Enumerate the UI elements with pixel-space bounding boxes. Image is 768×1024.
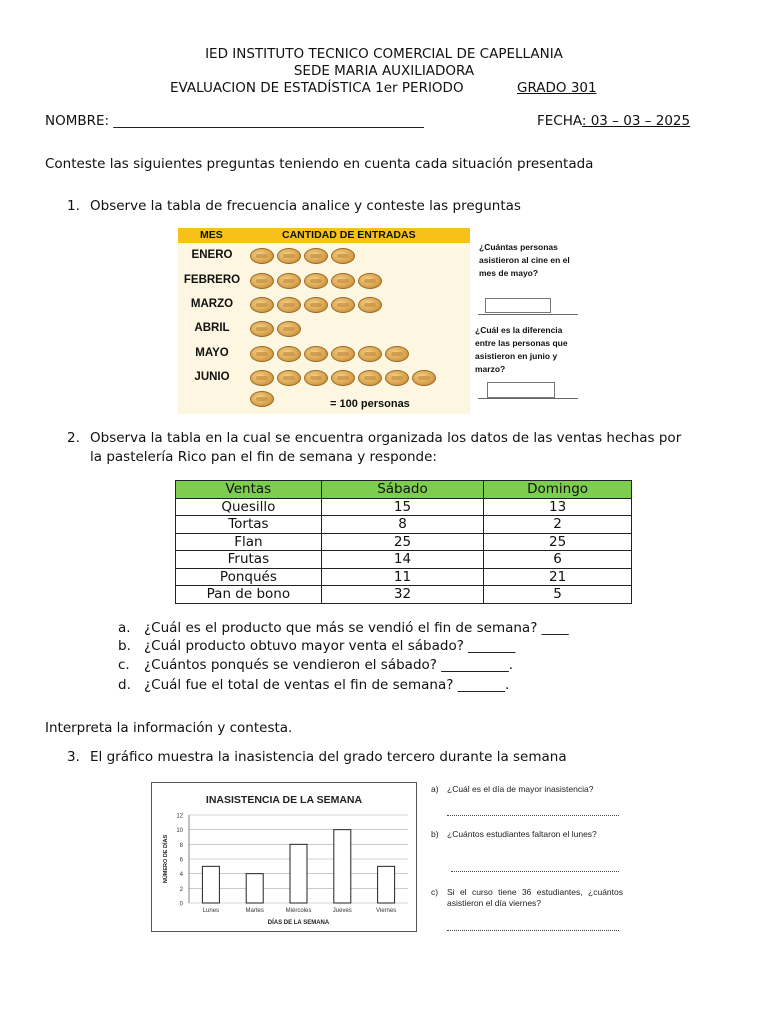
chart-question-c: Si el curso tiene 36 estudiantes, ¿cuántos asistieron el día viernes? bbox=[447, 887, 623, 908]
answer-line-diff bbox=[478, 398, 578, 399]
ticket-icon bbox=[331, 297, 355, 313]
table-cell: Quesillo bbox=[176, 498, 322, 516]
table-cell: 6 bbox=[484, 551, 632, 569]
x-axis-label: DÍAS DE LA SEMANA bbox=[267, 920, 330, 926]
pictograph-month: FEBRERO bbox=[183, 274, 241, 286]
subquestion-text: ¿Cuántos ponqués se vendieron el sábado? __________. bbox=[144, 657, 514, 673]
table-cell: 13 bbox=[484, 498, 632, 516]
ticket-icon bbox=[304, 297, 328, 313]
table-cell: 5 bbox=[484, 586, 632, 604]
table-cell: 32 bbox=[321, 586, 483, 604]
ticket-icon bbox=[250, 391, 274, 407]
x-tick-label: Martes bbox=[245, 908, 264, 914]
chart-question-b-mark: b) bbox=[431, 829, 439, 839]
bar bbox=[378, 866, 395, 903]
table-row bbox=[176, 551, 632, 569]
ticket-icon bbox=[412, 370, 436, 386]
ticket-icon bbox=[358, 297, 382, 313]
y-tick-label: 4 bbox=[179, 872, 183, 879]
ticket-icon bbox=[250, 370, 274, 386]
answer-box-diff[interactable] bbox=[487, 382, 555, 398]
side-question-diff: ¿Cuál es la diferencia entre las personas que asistieron en junio y marzo? bbox=[475, 325, 568, 374]
table-row bbox=[176, 586, 632, 604]
ticket-icon bbox=[250, 321, 274, 337]
subquestion-text: ¿Cuál producto obtuvo mayor venta el sábado? _______ bbox=[144, 638, 516, 654]
subquestion-mark: c. bbox=[118, 657, 130, 673]
table-cell: Ponqués bbox=[176, 568, 322, 586]
instructions: Conteste las siguientes preguntas teniendo en cuenta cada situación presentada bbox=[45, 156, 594, 172]
ticket-icon bbox=[331, 248, 355, 264]
chart-question-c-mark: c) bbox=[431, 887, 439, 897]
pictograph-month: MARZO bbox=[190, 298, 234, 310]
ticket-icon bbox=[250, 297, 274, 313]
x-tick-label: Miércoles bbox=[285, 908, 312, 914]
ticket-icon bbox=[277, 248, 301, 264]
pictograph-row bbox=[178, 293, 470, 317]
table-cell: 8 bbox=[321, 516, 483, 534]
q2-number: 2. bbox=[67, 430, 80, 446]
pictograph-row bbox=[178, 366, 470, 390]
ticket-icon bbox=[331, 370, 355, 386]
bar bbox=[246, 874, 263, 903]
subquestion-mark: b. bbox=[118, 638, 131, 654]
table-row bbox=[176, 568, 632, 586]
ticket-icon bbox=[331, 346, 355, 362]
table-cell: Flan bbox=[176, 533, 322, 551]
table-cell: 11 bbox=[321, 568, 483, 586]
x-tick-label: Viernes bbox=[375, 908, 397, 914]
q1-number: 1. bbox=[67, 198, 80, 214]
ticket-icon bbox=[304, 370, 328, 386]
sales-table bbox=[175, 480, 632, 604]
pictograph-row bbox=[178, 317, 470, 341]
y-axis-label: NÚMERO DE DÍAS bbox=[163, 834, 169, 884]
chart-question-a: ¿Cuál es el día de mayor inasistencia? bbox=[447, 784, 594, 794]
y-tick-label: 2 bbox=[179, 886, 183, 893]
chart-question-a-mark: a) bbox=[431, 784, 439, 794]
pictograph-col-month: MES bbox=[200, 229, 223, 241]
chart-question-b: ¿Cuántos estudiantes faltaron el lunes? bbox=[447, 829, 597, 839]
bar bbox=[202, 866, 219, 903]
q1-text: Observe la tabla de frecuencia analice y conteste las preguntas bbox=[90, 198, 521, 214]
table-row bbox=[176, 516, 632, 534]
ticket-icon bbox=[277, 321, 301, 337]
table-cell: Tortas bbox=[176, 516, 322, 534]
table-header: Ventas bbox=[176, 481, 322, 499]
table-header: Domingo bbox=[484, 481, 632, 499]
date-label: FECHA bbox=[537, 113, 582, 129]
pictograph-month: JUNIO bbox=[194, 371, 230, 383]
subquestion-b bbox=[118, 638, 515, 654]
pictograph-month: ENERO bbox=[191, 249, 233, 261]
y-tick-label: 0 bbox=[179, 901, 183, 908]
pictograph-key: = 100 personas bbox=[330, 398, 410, 410]
table-row bbox=[176, 498, 632, 516]
pictograph-header bbox=[178, 228, 470, 243]
chart-title: INASISTENCIA DE LA SEMANA bbox=[205, 794, 363, 806]
name-field: NOMBRE: ______________________________________________ bbox=[45, 113, 424, 129]
ticket-icon bbox=[304, 273, 328, 289]
q3-text: El gráfico muestra la inasistencia del grado tercero durante la semana bbox=[90, 749, 567, 765]
bar bbox=[290, 844, 307, 903]
y-tick-label: 12 bbox=[176, 813, 183, 820]
table-row bbox=[176, 533, 632, 551]
ticket-icon bbox=[358, 370, 382, 386]
absence-chart-svg bbox=[152, 783, 416, 931]
ticket-icon bbox=[385, 370, 409, 386]
side-question-may: ¿Cuántas personas asistieron al cine en el mes de mayo? bbox=[479, 242, 570, 278]
answer-line-a bbox=[447, 815, 619, 816]
subquestion-mark: d. bbox=[118, 677, 131, 693]
table-cell: Pan de bono bbox=[176, 586, 322, 604]
table-cell: 25 bbox=[484, 533, 632, 551]
table-cell: 25 bbox=[321, 533, 483, 551]
table-cell: 14 bbox=[321, 551, 483, 569]
x-tick-label: Lunes bbox=[202, 908, 220, 914]
ticket-icon bbox=[358, 273, 382, 289]
subquestion-a bbox=[118, 620, 569, 636]
pictograph-table bbox=[178, 228, 470, 414]
y-tick-label: 10 bbox=[176, 828, 183, 835]
ticket-icon bbox=[304, 346, 328, 362]
ticket-icon bbox=[277, 297, 301, 313]
q2-text-line1: Observa la tabla en la cual se encuentra organizada los datos de las ventas hechas por bbox=[90, 430, 682, 446]
y-tick-label: 8 bbox=[179, 842, 183, 849]
ticket-icon bbox=[250, 273, 274, 289]
absence-chart bbox=[151, 782, 417, 932]
pictograph-row bbox=[178, 244, 470, 268]
subquestion-d bbox=[118, 677, 509, 693]
table-cell: 2 bbox=[484, 516, 632, 534]
section-heading: Interpreta la información y contesta. bbox=[45, 720, 293, 736]
school-name: IED INSTITUTO TECNICO COMERCIAL DE CAPELLANIA bbox=[205, 46, 563, 62]
answer-line-b bbox=[451, 871, 619, 872]
ticket-icon bbox=[250, 248, 274, 264]
ticket-icon bbox=[277, 273, 301, 289]
q2-text-line2: la pastelería Rico pan el fin de semana y responde: bbox=[90, 449, 437, 465]
table-cell: 21 bbox=[484, 568, 632, 586]
ticket-icon bbox=[277, 346, 301, 362]
bar bbox=[334, 830, 351, 903]
subquestion-mark: a. bbox=[118, 620, 131, 636]
answer-line-may bbox=[478, 314, 578, 315]
table-header: Sábado bbox=[321, 481, 483, 499]
q3-number: 3. bbox=[67, 749, 80, 765]
pictograph-month: MAYO bbox=[195, 347, 229, 359]
ticket-icon bbox=[304, 248, 328, 264]
campus-name: SEDE MARIA AUXILIADORA bbox=[293, 63, 475, 79]
pictograph-col-amount: CANTIDAD DE ENTRADAS bbox=[282, 229, 416, 241]
ticket-icon bbox=[358, 346, 382, 362]
ticket-icon bbox=[250, 346, 274, 362]
ticket-icon bbox=[385, 346, 409, 362]
pictograph-month: ABRIL bbox=[194, 322, 230, 334]
date-value: : 03 – 03 – 2025 bbox=[581, 113, 691, 129]
grade-label: GRADO 301 bbox=[517, 80, 597, 96]
subquestion-c bbox=[118, 657, 513, 673]
answer-line-c bbox=[447, 930, 619, 931]
exam-title: EVALUACION DE ESTADÍSTICA 1er PERIODO bbox=[170, 80, 464, 96]
pictograph-row bbox=[178, 342, 470, 366]
x-tick-label: Jueves bbox=[332, 908, 352, 914]
pictograph-row bbox=[178, 269, 470, 293]
subquestion-text: ¿Cuál fue el total de ventas el fin de semana? _______. bbox=[144, 677, 510, 693]
subquestion-text: ¿Cuál es el producto que más se vendió el fin de semana? ____ bbox=[144, 620, 569, 636]
table-cell: Frutas bbox=[176, 551, 322, 569]
ticket-icon bbox=[331, 273, 355, 289]
answer-box-may[interactable] bbox=[485, 298, 551, 313]
ticket-icon bbox=[277, 370, 301, 386]
date-field bbox=[537, 113, 690, 129]
table-cell: 15 bbox=[321, 498, 483, 516]
y-tick-label: 6 bbox=[179, 857, 183, 864]
